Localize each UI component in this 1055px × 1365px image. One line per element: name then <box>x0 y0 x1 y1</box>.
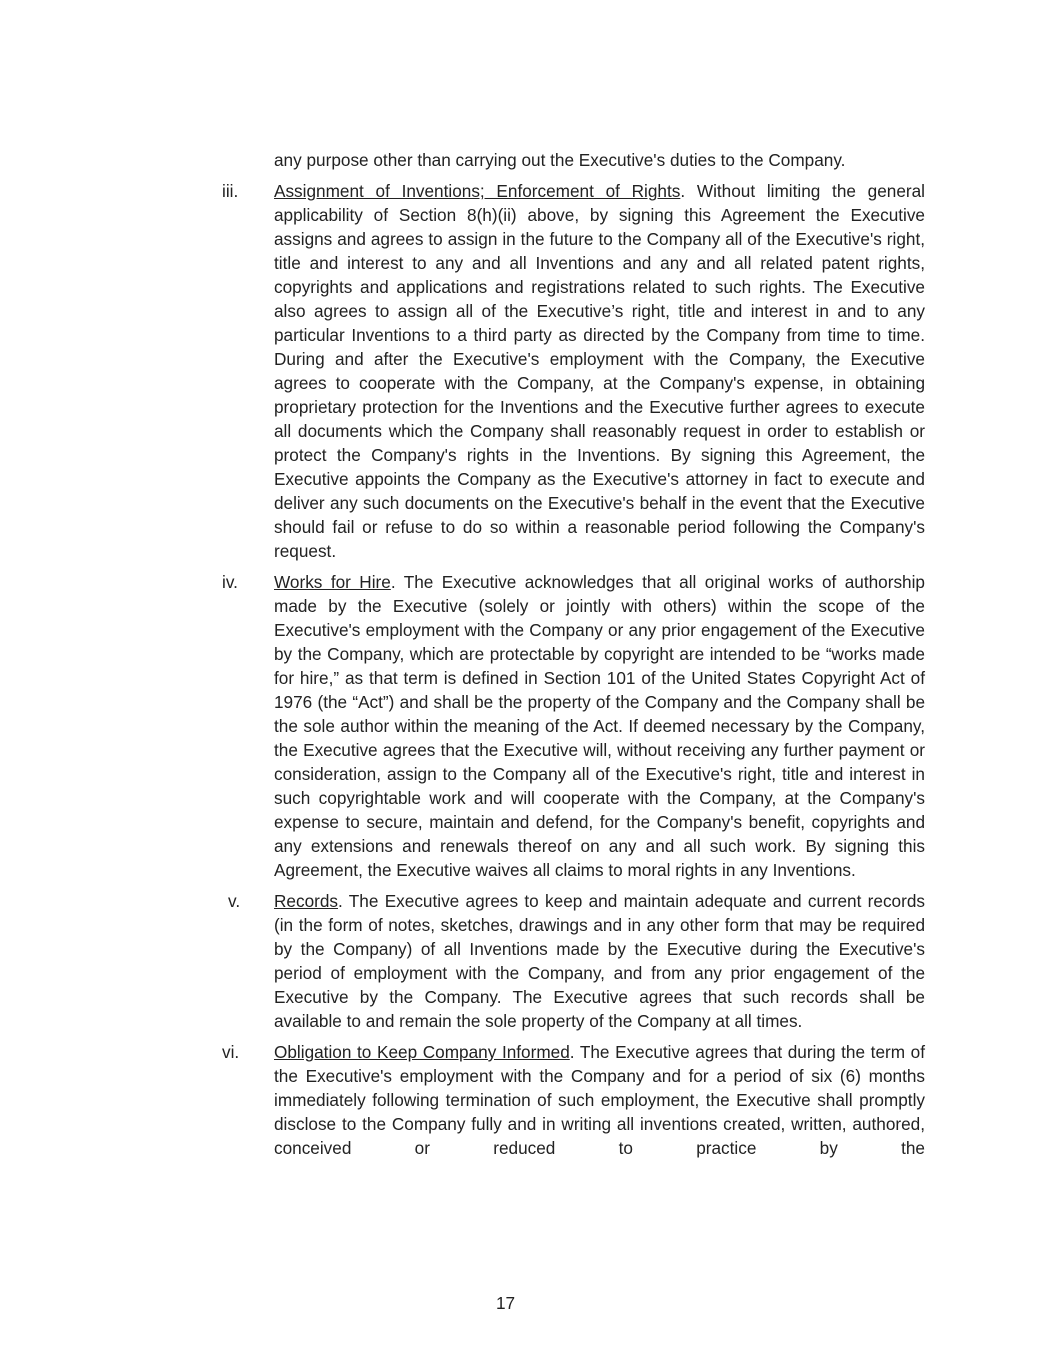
continuation-paragraph: any purpose other than carrying out the Executive's duties to the Company. <box>274 150 846 170</box>
section-body: . The Executive acknowledges that all original works of authorship made by the Executive (solely or jointly with others) within the scope of the Executive's employment with the Company or any prior engagement of the Executive by the Company, which are protectable by copyright are intended to be “works made for hire,” as that term is defined in Section 101 of the United States Copyright Act of 1976 (the “Act”) and shall be the property of the Company and the Company shall be the sole author within the meaning of the Act. If deemed necessary by the Company, the Executive agrees that the Executive will, without receiving any further payment or consideration, assign to the Company all of the Executive's right, title and interest in such copyrightable work and will cooperate with the Company, at the Company's expense to secure, maintain and defend, for the Company's benefit, copyrights and any extensions and renewals thereof on any and all such work. By signing this Agreement, the Executive waives all claims to moral rights in any Inventions. <box>274 572 925 880</box>
section-heading: Records <box>274 891 338 911</box>
section-body: . The Executive agrees to keep and maintain adequate and current records (in the form of notes, sketches, drawings and in any other form that may be required by the Company) of all Inventions made by the Executive during the Executive's period of employment with the Company, and from any prior engagement of the Executive by the Company. The Executive agrees that such records shall be available to and remain the sole property of the Company at all times. <box>274 891 925 1031</box>
section-heading: Assignment of Inventions; Enforcement of Rights <box>274 181 681 201</box>
list-item-iv <box>222 570 925 882</box>
list-item-text <box>274 179 925 563</box>
list-numeral: v. <box>228 891 241 911</box>
section-heading: Works for Hire <box>274 572 391 592</box>
list-item-vi <box>222 1040 926 1160</box>
list-item-iii <box>222 179 925 563</box>
document-body <box>222 148 926 1167</box>
list-item-text <box>274 570 925 882</box>
section-heading: Obligation to Keep Company Informed <box>274 1042 570 1062</box>
list-numeral: iii. <box>222 181 239 201</box>
section-body: . The Executive agrees that during the term of the Executive's employment with the Company and for a period of six (6) months immediately following termination of such employment, the Executive shall promptly disclose to the Company fully and in writing all inventions created, written, authored, conceived or reduced to practice by the <box>274 1042 926 1158</box>
list-item-text <box>274 889 925 1033</box>
section-body: . Without limiting the general applicability of Section 8(h)(ii) above, by signing this Agreement the Executive assigns and agrees to assign in the future to the Company all of the Executive's right, title and interest to any and all Inventions and any and all related patent rights, copyrights and applications and registrations related to such rights. The Executive also agrees to assign all of the Executive’s right, title and interest in and to any particular Inventions to a third party as directed by the Company from time to time. During and after the Executive's employment with the Company, the Executive agrees to cooperate with the Company, at the Company's expense, in obtaining proprietary protection for the Inventions and the Executive further agrees to execute all documents which the Company shall reasonably request in order to establish or protect the Company's rights in the Inventions. By signing this Agreement, the Executive appoints the Company as the Executive's attorney in fact to execute and deliver any such documents on the Executive's behalf in the event that the Executive should fail or refuse to do so within a reasonable period following the Company's request. <box>274 181 925 561</box>
page-number: 17 <box>495 1293 516 1313</box>
list-numeral: iv. <box>222 572 238 592</box>
list-item-text <box>274 1040 925 1160</box>
list-item-v <box>228 889 925 1033</box>
list-numeral: vi. <box>222 1042 240 1062</box>
